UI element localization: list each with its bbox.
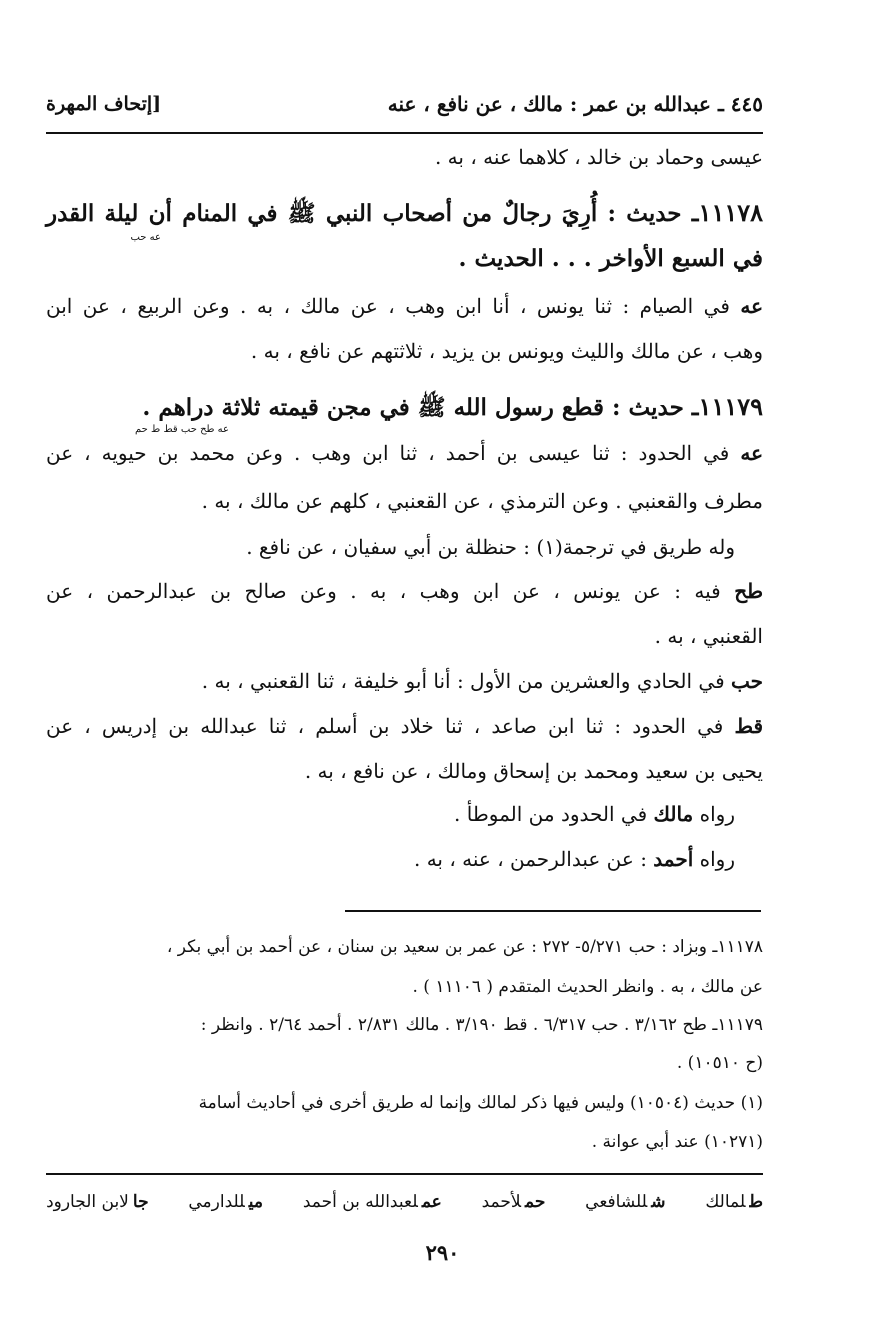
abbreviation-item <box>303 1192 442 1212</box>
para-text: في الحدود من الموطأ . <box>454 802 648 826</box>
abbreviation-item <box>482 1192 546 1212</box>
para-text: رواه <box>699 802 735 826</box>
abbreviation-item <box>585 1192 665 1212</box>
hadith-11179-para1-line1 <box>46 442 763 464</box>
narrator-name: أحمد <box>653 847 694 871</box>
footnote-11178-line2: عن مالك ، به . وانظر الحديث المتقدم ( ١١١٠٦ ) . <box>412 977 763 997</box>
hadith-title-text: ـ حديث : قطع رسول الله ﷺ في مجن قيمته ثلاثة دراهم . <box>142 394 699 421</box>
hadith-11179-para3-line2: القعنبي ، به . <box>654 624 763 648</box>
hadith-11179-para1-line2: مطرف والقعنبي . وعن الترمذي ، عن القعنبي ، كلهم عن مالك ، به . <box>201 489 763 513</box>
para-text: في الحدود : ثنا ابن صاعد ، ثنا خلاد بن أسلم ، ثنا عبدالله بن إدريس ، عن <box>46 714 724 738</box>
hadith-11178-para1-line1 <box>46 295 763 317</box>
hadith-11179-para4 <box>202 670 763 692</box>
hadith-11179-para7 <box>414 848 735 870</box>
hadith-11178-title-line2: في السبع الأواخر . . . الحديث . <box>458 245 763 272</box>
abbreviation-item <box>188 1192 263 1212</box>
abbreviation-label: للدارمي <box>188 1192 245 1212</box>
hadith-11178-title-line1 <box>46 200 763 226</box>
header-rule <box>46 132 763 134</box>
continuation-line: عيسى وحماد بن خالد ، كلاهما عنه ، به . <box>434 145 763 169</box>
abbreviation-code: عم <box>421 1192 442 1212</box>
abbreviation-item <box>46 1192 149 1212</box>
narrator-name: مالك <box>653 802 694 826</box>
abbreviation-code: مي <box>248 1192 264 1212</box>
source-code: طح <box>734 579 764 603</box>
abbreviation-item <box>705 1192 763 1212</box>
footnote-1-line1: (١) حديث (١٠٥٠٤) وليس فيها ذكر لمالك وإنما له طريق أخرى في أحاديث أسامة <box>198 1093 763 1113</box>
hadith-11179-title <box>142 394 763 420</box>
para-text: فيه : عن يونس ، عن ابن وهب ، به . وعن صالح بن عبدالرحمن ، عن <box>46 579 721 603</box>
abbreviation-key <box>46 1184 763 1220</box>
footnote-11178-line1: ١١١٧٨ـ وبزاد : حب ٥/٢٧١- ٢٧٢ : عن عمر بن سعيد بن سنان ، عن أحمد بن أبي بكر ، <box>166 937 763 957</box>
hadith-11179-para6 <box>454 803 735 825</box>
hadith-11179-para2: وله طريق في ترجمة(١) : حنظلة بن أبي سفيان ، عن نافع . <box>246 535 735 559</box>
footnote-separator <box>345 910 761 912</box>
para-text: في الصيام : ثنا يونس ، أنا ابن وهب ، عن مالك ، به . وعن الربيع ، عن ابن <box>46 294 730 318</box>
hadith-title-text: ـ حديث : أُرِيَ رجالٌ من أصحاب النبي ﷺ في المنام أن ليلة القدر <box>46 200 699 227</box>
footnote-11179-line1: ١١١٧٩ـ طح ٣/١٦٢ . حب ٦/٣١٧ . قط ٣/١٩٠ . مالك ٢/٨٣١ . أحمد ٢/٦٤ . وانظر : <box>200 1015 763 1035</box>
abbreviation-code: جا <box>132 1192 149 1212</box>
para-text: رواه <box>699 847 735 871</box>
abbreviation-label: للشافعي <box>585 1192 648 1212</box>
hadith-number: ١١١٧٩ <box>698 392 763 421</box>
abbreviation-label: لأحمد <box>481 1192 522 1212</box>
para-text: في الحدود : ثنا عيسى بن أحمد ، ثنا ابن وهب . وعن محمد بن حيويه ، عن <box>46 441 730 465</box>
hadith-11178-sigla: عه حب <box>130 232 161 243</box>
running-header <box>46 84 763 124</box>
abbreviation-rule <box>46 1173 763 1175</box>
hadith-11179-para5-line2: يحيى بن سعيد ومحمد بن إسحاق ومالك ، عن نافع ، به . <box>304 759 763 783</box>
hadith-11179-sigla: عه طح حب قط ط حم <box>135 424 229 435</box>
source-code: عه <box>740 294 764 318</box>
abbreviation-label: لعبدالله بن أحمد <box>302 1192 418 1212</box>
hadith-11179-para5-line1 <box>46 715 763 737</box>
para-text: : عن عبدالرحمن ، عنه ، به . <box>413 847 647 871</box>
abbreviation-code: حم <box>525 1192 546 1212</box>
para-text: في الحادي والعشرين من الأول : أنا أبو خليفة ، ثنا القعنبي ، به . <box>201 669 725 693</box>
footnote-1-line2: (١٠٢٧١) عند أبي عوانة . <box>591 1132 763 1152</box>
header-chapter-title: ٤٤٥ ـ عبدالله بن عمر : مالك ، عن نافع ، عنه <box>387 92 763 116</box>
page-number: ٢٩٠ <box>425 1240 460 1265</box>
abbreviation-label: لابن الجارود <box>46 1192 129 1212</box>
source-code: حب <box>730 669 763 693</box>
abbreviation-code: ط <box>749 1192 763 1212</box>
hadith-number: ١١١٧٨ <box>698 198 763 227</box>
footnote-11179-line2: (ح ١٠٥١٠) . <box>676 1053 763 1073</box>
source-code: عه <box>740 441 763 465</box>
hadith-11178-para1-line2: وهب ، عن مالك والليث ويونس بن يزيد ، ثلاثتهم عن نافع ، به . <box>250 339 763 363</box>
abbreviation-label: لمالك <box>705 1192 746 1212</box>
source-code: قط <box>734 714 764 738</box>
header-book-title: [إتحاف المهرة <box>46 93 162 115</box>
abbreviation-code: ش <box>651 1192 666 1212</box>
hadith-11179-para3-line1 <box>46 580 763 602</box>
